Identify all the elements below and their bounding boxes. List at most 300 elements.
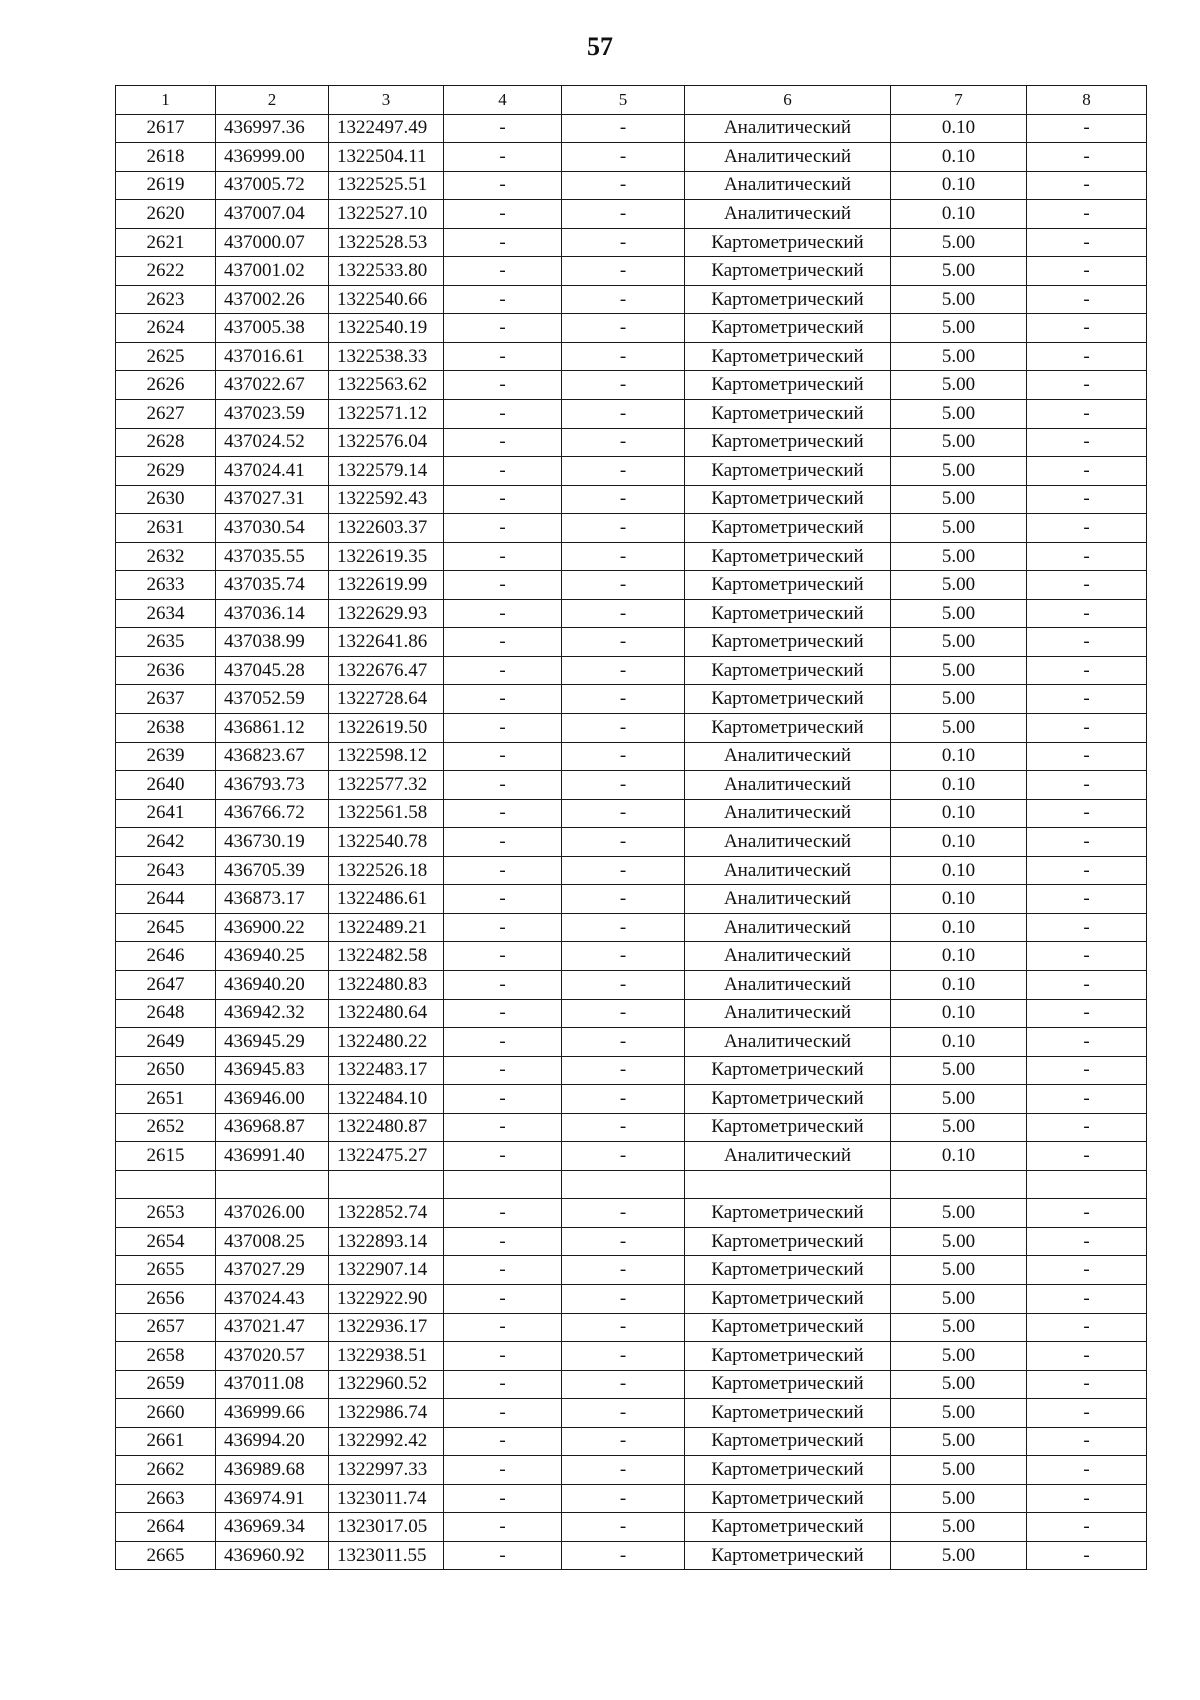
cell-method: Картометрический bbox=[685, 1227, 891, 1256]
cell-x-coordinate: 437026.00 bbox=[216, 1199, 329, 1228]
cell-point-number: 2660 bbox=[116, 1399, 216, 1428]
cell-method: Аналитический bbox=[685, 799, 891, 828]
cell-y-coordinate: 1322571.12 bbox=[329, 400, 444, 429]
cell-col-4: - bbox=[444, 514, 562, 543]
cell-accuracy bbox=[891, 1170, 1027, 1199]
table-row bbox=[116, 885, 1147, 914]
column-header-6: 6 bbox=[685, 86, 891, 115]
cell-x-coordinate: 436940.25 bbox=[216, 942, 329, 971]
cell-col-5: - bbox=[562, 228, 685, 257]
cell-accuracy: 5.00 bbox=[891, 400, 1027, 429]
cell-point-number: 2619 bbox=[116, 171, 216, 200]
cell-col-8: - bbox=[1027, 799, 1147, 828]
cell-x-coordinate: 436991.40 bbox=[216, 1142, 329, 1171]
cell-x-coordinate: 437002.26 bbox=[216, 285, 329, 314]
cell-col-5: - bbox=[562, 856, 685, 885]
cell-point-number: 2658 bbox=[116, 1342, 216, 1371]
cell-point-number: 2622 bbox=[116, 257, 216, 286]
cell-method: Картометрический bbox=[685, 1427, 891, 1456]
column-header-7: 7 bbox=[891, 86, 1027, 115]
table-row bbox=[116, 1456, 1147, 1485]
cell-x-coordinate: 437052.59 bbox=[216, 685, 329, 714]
table-row bbox=[116, 428, 1147, 457]
cell-col-8: - bbox=[1027, 257, 1147, 286]
cell-accuracy: 5.00 bbox=[891, 1513, 1027, 1542]
cell-accuracy: 0.10 bbox=[891, 1028, 1027, 1057]
cell-col-5: - bbox=[562, 742, 685, 771]
cell-point-number: 2643 bbox=[116, 856, 216, 885]
cell-x-coordinate: 437023.59 bbox=[216, 400, 329, 429]
cell-col-8: - bbox=[1027, 285, 1147, 314]
cell-col-5: - bbox=[562, 314, 685, 343]
table-row bbox=[116, 1313, 1147, 1342]
cell-col-5: - bbox=[562, 1484, 685, 1513]
cell-accuracy: 5.00 bbox=[891, 1085, 1027, 1114]
cell-y-coordinate: 1322486.61 bbox=[329, 885, 444, 914]
cell-accuracy: 0.10 bbox=[891, 171, 1027, 200]
cell-point-number: 2638 bbox=[116, 714, 216, 743]
cell-x-coordinate: 437016.61 bbox=[216, 342, 329, 371]
cell-col-8: - bbox=[1027, 457, 1147, 486]
cell-method: Картометрический bbox=[685, 457, 891, 486]
cell-point-number: 2656 bbox=[116, 1284, 216, 1313]
cell-method: Картометрический bbox=[685, 1284, 891, 1313]
cell-accuracy: 5.00 bbox=[891, 428, 1027, 457]
cell-method: Картометрический bbox=[685, 1056, 891, 1085]
cell-col-5: - bbox=[562, 1513, 685, 1542]
cell-col-8: - bbox=[1027, 571, 1147, 600]
cell-col-5: - bbox=[562, 1313, 685, 1342]
cell-method: Картометрический bbox=[685, 542, 891, 571]
cell-point-number: 2628 bbox=[116, 428, 216, 457]
cell-method: Картометрический bbox=[685, 1513, 891, 1542]
cell-accuracy: 5.00 bbox=[891, 485, 1027, 514]
cell-col-5: - bbox=[562, 714, 685, 743]
cell-y-coordinate: 1322641.86 bbox=[329, 628, 444, 657]
cell-col-5: - bbox=[562, 885, 685, 914]
cell-col-8: - bbox=[1027, 970, 1147, 999]
cell-x-coordinate: 436793.73 bbox=[216, 771, 329, 800]
cell-col-8: - bbox=[1027, 771, 1147, 800]
cell-accuracy: 0.10 bbox=[891, 799, 1027, 828]
table-row bbox=[116, 714, 1147, 743]
table-row bbox=[116, 257, 1147, 286]
cell-accuracy: 0.10 bbox=[891, 742, 1027, 771]
cell-accuracy: 5.00 bbox=[891, 1370, 1027, 1399]
cell-y-coordinate: 1322938.51 bbox=[329, 1342, 444, 1371]
cell-method: Аналитический bbox=[685, 970, 891, 999]
cell-col-5: - bbox=[562, 942, 685, 971]
cell-method: Картометрический bbox=[685, 400, 891, 429]
table-row bbox=[116, 342, 1147, 371]
cell-point-number: 2650 bbox=[116, 1056, 216, 1085]
cell-method: Картометрический bbox=[685, 1113, 891, 1142]
cell-col-8: - bbox=[1027, 314, 1147, 343]
cell-x-coordinate: 436997.36 bbox=[216, 114, 329, 143]
cell-col-8: - bbox=[1027, 999, 1147, 1028]
cell-point-number: 2649 bbox=[116, 1028, 216, 1057]
cell-method: Картометрический bbox=[685, 1313, 891, 1342]
cell-accuracy: 0.10 bbox=[891, 1142, 1027, 1171]
cell-method: Картометрический bbox=[685, 1085, 891, 1114]
table-row bbox=[116, 228, 1147, 257]
cell-point-number: 2655 bbox=[116, 1256, 216, 1285]
cell-col-8: - bbox=[1027, 1399, 1147, 1428]
cell-x-coordinate: 437001.02 bbox=[216, 257, 329, 286]
cell-col-4: - bbox=[444, 656, 562, 685]
table-row bbox=[116, 371, 1147, 400]
cell-method: Картометрический bbox=[685, 514, 891, 543]
cell-col-5: - bbox=[562, 285, 685, 314]
cell-accuracy: 5.00 bbox=[891, 1113, 1027, 1142]
cell-method: Аналитический bbox=[685, 742, 891, 771]
cell-point-number: 2652 bbox=[116, 1113, 216, 1142]
cell-method: Картометрический bbox=[685, 599, 891, 628]
cell-point-number: 2615 bbox=[116, 1142, 216, 1171]
cell-y-coordinate: 1322619.35 bbox=[329, 542, 444, 571]
cell-col-4: - bbox=[444, 171, 562, 200]
table-row bbox=[116, 1256, 1147, 1285]
cell-method: Картометрический bbox=[685, 285, 891, 314]
cell-accuracy: 5.00 bbox=[891, 1227, 1027, 1256]
cell-col-8: - bbox=[1027, 485, 1147, 514]
cell-col-5: - bbox=[562, 1284, 685, 1313]
cell-col-4: - bbox=[444, 1541, 562, 1570]
cell-col-4: - bbox=[444, 1199, 562, 1228]
cell-x-coordinate: 436968.87 bbox=[216, 1113, 329, 1142]
cell-point-number: 2624 bbox=[116, 314, 216, 343]
cell-col-4: - bbox=[444, 342, 562, 371]
table-row bbox=[116, 514, 1147, 543]
cell-point-number: 2659 bbox=[116, 1370, 216, 1399]
cell-col-8: - bbox=[1027, 714, 1147, 743]
table-row bbox=[116, 1028, 1147, 1057]
cell-x-coordinate: 437024.52 bbox=[216, 428, 329, 457]
cell-method: Картометрический bbox=[685, 257, 891, 286]
cell-col-5: - bbox=[562, 828, 685, 857]
cell-col-5: - bbox=[562, 342, 685, 371]
cell-x-coordinate: 437011.08 bbox=[216, 1370, 329, 1399]
cell-y-coordinate: 1322480.87 bbox=[329, 1113, 444, 1142]
cell-col-5: - bbox=[562, 514, 685, 543]
cell-y-coordinate: 1322525.51 bbox=[329, 171, 444, 200]
cell-point-number: 2623 bbox=[116, 285, 216, 314]
cell-y-coordinate: 1322480.64 bbox=[329, 999, 444, 1028]
cell-col-5: - bbox=[562, 114, 685, 143]
cell-col-4: - bbox=[444, 913, 562, 942]
cell-col-5: - bbox=[562, 628, 685, 657]
cell-accuracy: 0.10 bbox=[891, 771, 1027, 800]
cell-y-coordinate: 1323017.05 bbox=[329, 1513, 444, 1542]
cell-method: Картометрический bbox=[685, 628, 891, 657]
cell-y-coordinate: 1322528.53 bbox=[329, 228, 444, 257]
cell-col-5: - bbox=[562, 799, 685, 828]
table-row bbox=[116, 1541, 1147, 1570]
table-row bbox=[116, 542, 1147, 571]
column-header-5: 5 bbox=[562, 86, 685, 115]
cell-y-coordinate: 1322960.52 bbox=[329, 1370, 444, 1399]
cell-method: Картометрический bbox=[685, 1342, 891, 1371]
cell-y-coordinate: 1322538.33 bbox=[329, 342, 444, 371]
table-row bbox=[116, 742, 1147, 771]
cell-col-4: - bbox=[444, 114, 562, 143]
cell-col-4: - bbox=[444, 1113, 562, 1142]
cell-col-5: - bbox=[562, 685, 685, 714]
cell-col-8: - bbox=[1027, 1342, 1147, 1371]
cell-accuracy: 0.10 bbox=[891, 913, 1027, 942]
cell-x-coordinate: 436766.72 bbox=[216, 799, 329, 828]
table-row bbox=[116, 828, 1147, 857]
cell-col-4: - bbox=[444, 428, 562, 457]
cell-col-4: - bbox=[444, 1085, 562, 1114]
cell-y-coordinate: 1322577.32 bbox=[329, 771, 444, 800]
cell-method: Картометрический bbox=[685, 571, 891, 600]
column-header-1: 1 bbox=[116, 86, 216, 115]
table-row bbox=[116, 1142, 1147, 1171]
table-row bbox=[116, 1399, 1147, 1428]
cell-method: Аналитический bbox=[685, 856, 891, 885]
cell-y-coordinate: 1322504.11 bbox=[329, 143, 444, 172]
cell-col-5: - bbox=[562, 571, 685, 600]
cell-col-5: - bbox=[562, 257, 685, 286]
cell-col-4 bbox=[444, 1170, 562, 1199]
cell-y-coordinate: 1322986.74 bbox=[329, 1399, 444, 1428]
cell-accuracy: 5.00 bbox=[891, 514, 1027, 543]
cell-accuracy: 5.00 bbox=[891, 1256, 1027, 1285]
cell-col-8: - bbox=[1027, 1028, 1147, 1057]
cell-col-5: - bbox=[562, 1056, 685, 1085]
cell-accuracy: 5.00 bbox=[891, 1427, 1027, 1456]
cell-col-4: - bbox=[444, 799, 562, 828]
table-row bbox=[116, 1484, 1147, 1513]
table-row bbox=[116, 799, 1147, 828]
cell-x-coordinate: 436999.00 bbox=[216, 143, 329, 172]
cell-point-number: 2620 bbox=[116, 200, 216, 229]
cell-col-8: - bbox=[1027, 685, 1147, 714]
cell-col-5: - bbox=[562, 457, 685, 486]
cell-point-number: 2617 bbox=[116, 114, 216, 143]
cell-col-4: - bbox=[444, 457, 562, 486]
cell-x-coordinate: 437036.14 bbox=[216, 599, 329, 628]
cell-col-5: - bbox=[562, 970, 685, 999]
cell-accuracy: 5.00 bbox=[891, 685, 1027, 714]
cell-point-number: 2631 bbox=[116, 514, 216, 543]
cell-col-8: - bbox=[1027, 828, 1147, 857]
cell-point-number: 2637 bbox=[116, 685, 216, 714]
cell-col-5: - bbox=[562, 200, 685, 229]
cell-col-5: - bbox=[562, 1085, 685, 1114]
cell-col-8: - bbox=[1027, 114, 1147, 143]
cell-col-4: - bbox=[444, 400, 562, 429]
cell-x-coordinate: 437027.31 bbox=[216, 485, 329, 514]
cell-y-coordinate: 1322619.99 bbox=[329, 571, 444, 600]
cell-accuracy: 5.00 bbox=[891, 1484, 1027, 1513]
cell-y-coordinate: 1322992.42 bbox=[329, 1427, 444, 1456]
cell-point-number: 2632 bbox=[116, 542, 216, 571]
cell-point-number: 2644 bbox=[116, 885, 216, 914]
cell-accuracy: 0.10 bbox=[891, 143, 1027, 172]
cell-y-coordinate: 1322629.93 bbox=[329, 599, 444, 628]
cell-x-coordinate: 436960.92 bbox=[216, 1541, 329, 1570]
cell-y-coordinate: 1322997.33 bbox=[329, 1456, 444, 1485]
cell-col-8: - bbox=[1027, 1456, 1147, 1485]
cell-accuracy: 0.10 bbox=[891, 942, 1027, 971]
cell-y-coordinate: 1322619.50 bbox=[329, 714, 444, 743]
cell-x-coordinate: 436730.19 bbox=[216, 828, 329, 857]
cell-accuracy: 5.00 bbox=[891, 1199, 1027, 1228]
cell-col-4: - bbox=[444, 571, 562, 600]
cell-col-4: - bbox=[444, 257, 562, 286]
cell-method: Аналитический bbox=[685, 942, 891, 971]
cell-col-8: - bbox=[1027, 913, 1147, 942]
cell-x-coordinate: 436705.39 bbox=[216, 856, 329, 885]
table-row bbox=[116, 1085, 1147, 1114]
cell-point-number: 2636 bbox=[116, 656, 216, 685]
cell-col-5: - bbox=[562, 542, 685, 571]
table-row bbox=[116, 571, 1147, 600]
cell-point-number: 2664 bbox=[116, 1513, 216, 1542]
cell-col-8: - bbox=[1027, 143, 1147, 172]
cell-col-5: - bbox=[562, 171, 685, 200]
cell-method: Картометрический bbox=[685, 1456, 891, 1485]
cell-col-5: - bbox=[562, 1399, 685, 1428]
cell-accuracy: 5.00 bbox=[891, 228, 1027, 257]
cell-col-8: - bbox=[1027, 171, 1147, 200]
table-row bbox=[116, 171, 1147, 200]
cell-col-4: - bbox=[444, 1284, 562, 1313]
cell-point-number: 2635 bbox=[116, 628, 216, 657]
cell-method: Картометрический bbox=[685, 228, 891, 257]
cell-method: Аналитический bbox=[685, 771, 891, 800]
cell-point-number: 2657 bbox=[116, 1313, 216, 1342]
cell-y-coordinate: 1322907.14 bbox=[329, 1256, 444, 1285]
cell-point-number: 2642 bbox=[116, 828, 216, 857]
cell-y-coordinate: 1322527.10 bbox=[329, 200, 444, 229]
cell-accuracy: 5.00 bbox=[891, 542, 1027, 571]
table-row bbox=[116, 1427, 1147, 1456]
cell-col-5: - bbox=[562, 428, 685, 457]
cell-x-coordinate: 437024.41 bbox=[216, 457, 329, 486]
cell-method: Аналитический bbox=[685, 143, 891, 172]
cell-point-number: 2651 bbox=[116, 1085, 216, 1114]
cell-col-4: - bbox=[444, 742, 562, 771]
table-row bbox=[116, 200, 1147, 229]
cell-x-coordinate: 437038.99 bbox=[216, 628, 329, 657]
column-header-4: 4 bbox=[444, 86, 562, 115]
cell-col-8: - bbox=[1027, 428, 1147, 457]
cell-method: Картометрический bbox=[685, 314, 891, 343]
cell-y-coordinate: 1322893.14 bbox=[329, 1227, 444, 1256]
table-row bbox=[116, 457, 1147, 486]
cell-y-coordinate: 1322852.74 bbox=[329, 1199, 444, 1228]
cell-y-coordinate: 1322540.78 bbox=[329, 828, 444, 857]
cell-x-coordinate: 436900.22 bbox=[216, 913, 329, 942]
cell-method: Аналитический bbox=[685, 999, 891, 1028]
cell-y-coordinate: 1322484.10 bbox=[329, 1085, 444, 1114]
table-row bbox=[116, 1513, 1147, 1542]
cell-x-coordinate: 436974.91 bbox=[216, 1484, 329, 1513]
table-row bbox=[116, 1113, 1147, 1142]
cell-accuracy: 5.00 bbox=[891, 371, 1027, 400]
cell-col-4: - bbox=[444, 1370, 562, 1399]
cell-col-8: - bbox=[1027, 1313, 1147, 1342]
cell-accuracy: 0.10 bbox=[891, 999, 1027, 1028]
cell-col-5: - bbox=[562, 1370, 685, 1399]
cell-y-coordinate: 1322563.62 bbox=[329, 371, 444, 400]
cell-y-coordinate: 1322489.21 bbox=[329, 913, 444, 942]
cell-col-8: - bbox=[1027, 1142, 1147, 1171]
cell-y-coordinate: 1322936.17 bbox=[329, 1313, 444, 1342]
cell-point-number: 2665 bbox=[116, 1541, 216, 1570]
cell-point-number: 2661 bbox=[116, 1427, 216, 1456]
cell-x-coordinate: 436945.29 bbox=[216, 1028, 329, 1057]
cell-col-8: - bbox=[1027, 542, 1147, 571]
cell-col-8: - bbox=[1027, 342, 1147, 371]
cell-point-number: 2621 bbox=[116, 228, 216, 257]
cell-method: Картометрический bbox=[685, 428, 891, 457]
cell-col-4: - bbox=[444, 1028, 562, 1057]
cell-y-coordinate: 1322598.12 bbox=[329, 742, 444, 771]
cell-col-8: - bbox=[1027, 400, 1147, 429]
cell-method: Аналитический bbox=[685, 828, 891, 857]
cell-col-5: - bbox=[562, 913, 685, 942]
table-row bbox=[116, 1227, 1147, 1256]
cell-y-coordinate: 1322676.47 bbox=[329, 656, 444, 685]
cell-col-8: - bbox=[1027, 1513, 1147, 1542]
cell-col-5: - bbox=[562, 371, 685, 400]
cell-point-number: 2646 bbox=[116, 942, 216, 971]
cell-method: Аналитический bbox=[685, 114, 891, 143]
table-row bbox=[116, 913, 1147, 942]
table-row bbox=[116, 856, 1147, 885]
cell-col-8: - bbox=[1027, 856, 1147, 885]
cell-col-4: - bbox=[444, 200, 562, 229]
cell-point-number: 2629 bbox=[116, 457, 216, 486]
cell-accuracy: 5.00 bbox=[891, 1399, 1027, 1428]
cell-col-8: - bbox=[1027, 1256, 1147, 1285]
cell-accuracy: 5.00 bbox=[891, 599, 1027, 628]
table-row bbox=[116, 656, 1147, 685]
cell-col-4: - bbox=[444, 1484, 562, 1513]
table-row bbox=[116, 1284, 1147, 1313]
cell-col-8: - bbox=[1027, 1113, 1147, 1142]
cell-accuracy: 0.10 bbox=[891, 885, 1027, 914]
table-row bbox=[116, 1370, 1147, 1399]
cell-accuracy: 5.00 bbox=[891, 628, 1027, 657]
cell-y-coordinate: 1322475.27 bbox=[329, 1142, 444, 1171]
cell-method: Картометрический bbox=[685, 656, 891, 685]
cell-accuracy: 5.00 bbox=[891, 656, 1027, 685]
table-row bbox=[116, 1199, 1147, 1228]
table-row bbox=[116, 285, 1147, 314]
cell-y-coordinate: 1322540.19 bbox=[329, 314, 444, 343]
cell-method: Картометрический bbox=[685, 1256, 891, 1285]
cell-point-number: 2640 bbox=[116, 771, 216, 800]
cell-y-coordinate: 1322603.37 bbox=[329, 514, 444, 543]
cell-x-coordinate: 436994.20 bbox=[216, 1427, 329, 1456]
cell-x-coordinate: 437035.74 bbox=[216, 571, 329, 600]
table-row bbox=[116, 1170, 1147, 1199]
cell-col-5: - bbox=[562, 400, 685, 429]
cell-x-coordinate: 437021.47 bbox=[216, 1313, 329, 1342]
cell-y-coordinate: 1322533.80 bbox=[329, 257, 444, 286]
column-header-3: 3 bbox=[329, 86, 444, 115]
cell-col-5: - bbox=[562, 999, 685, 1028]
table-header-row bbox=[116, 86, 1147, 115]
coordinates-table bbox=[115, 85, 1147, 1570]
cell-y-coordinate: 1322497.49 bbox=[329, 114, 444, 143]
cell-col-5: - bbox=[562, 1342, 685, 1371]
